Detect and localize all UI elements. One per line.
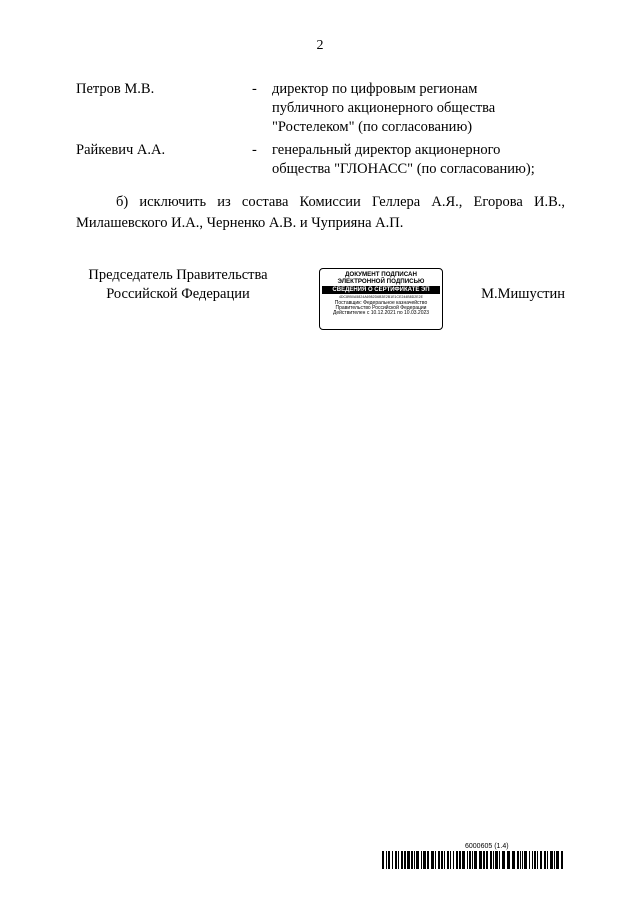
barcode-bar [522,851,523,869]
barcode-bar [495,851,498,869]
barcode-bar [431,851,434,869]
barcode-bar [550,851,553,869]
member-dash: - [252,81,257,97]
barcode-bar [472,851,473,869]
signer-title [68,266,288,304]
barcode-bar [467,851,468,869]
stamp-title-line: ЭЛЕКТРОННОЙ ПОДПИСЬЮ [337,277,425,285]
barcode-bar [441,851,443,869]
e-signature-stamp [319,268,443,330]
barcode-bar [388,851,390,869]
barcode [382,851,566,869]
barcode-bar [453,851,454,869]
member-role-line: директор по цифровым регионам [272,81,478,97]
stamp-title [320,272,442,285]
member-role-line: "Ростелеком" (по согласованию) [272,119,473,135]
barcode-bar [414,851,415,869]
member-role-line: общества "ГЛОНАСС" (по согласованию); [272,161,535,177]
member-role [272,80,572,137]
barcode-bar [382,851,384,869]
stamp-owner: Правительство Российской Федерации [335,305,427,312]
barcode-bar [404,851,406,869]
barcode-bar [395,851,397,869]
barcode-bar [517,851,519,869]
barcode-bar [450,851,451,869]
barcode-bar [483,851,485,869]
barcode-bar [411,851,413,869]
barcode-bar [537,851,538,869]
signer-name: М.Мишустин [481,286,565,302]
signer-title-line: Председатель Правительства [88,267,268,283]
stamp-certificate-band: СВЕДЕНИЯ О СЕРТИФИКАТЕ ЭП [322,286,440,294]
barcode-bar [524,851,527,869]
barcode-bar [479,851,482,869]
barcode-bar [493,851,494,869]
barcode-bar [456,851,458,869]
paragraph-line: Милашевского И.А., Черненко А.В. и Чуприяна А.П. [76,215,404,231]
barcode-bar [459,851,461,869]
stamp-supplier: Поставщик: Федеральное казначейство [334,299,428,306]
member-role [272,141,572,179]
signer-title-line: Российской Федерации [106,286,250,302]
member-name: Райкевич А.А. [76,142,166,158]
barcode-bar [499,851,500,869]
barcode-bar [512,851,515,869]
barcode-bar [401,851,403,869]
member-role-line: генеральный директор акционерного [272,142,501,158]
paragraph-exclusion [76,192,565,234]
barcode-bar [529,851,530,869]
barcode-bar [407,851,410,869]
barcode-bar [438,851,440,869]
barcode-bar [507,851,510,869]
stamp-title-line: ДОКУМЕНТ ПОДПИСАН [345,271,417,278]
barcode-bar [520,851,521,869]
stamp-serial: 4DC8950A5824A6982D6B3E2B1E1CE244B8D2E2E [338,295,423,300]
barcode-bar [462,851,465,869]
barcode-bar [544,851,546,869]
barcode-bar [547,851,548,869]
page-number: 2 [316,38,324,53]
barcode-bar [534,851,536,869]
barcode-bar [556,851,559,869]
barcode-bar [486,851,488,869]
barcode-bar [421,851,422,869]
barcode-bar [386,851,387,869]
barcode-bar [444,851,445,869]
barcode-bar [427,851,429,869]
member-dash: - [252,142,257,158]
stamp-validity: Действителен с 10.12.2021 по 10.03.2023 [332,310,430,317]
barcode-bar [490,851,492,869]
barcode-bar [392,851,393,869]
member-role-line: публичного акционерного общества [272,100,496,116]
barcode-bar [398,851,399,869]
barcode-bar [423,851,426,869]
paragraph-line: б) исключить из состава Комиссии Геллера А.Я., Егорова И.В., [116,194,565,210]
barcode-bar [416,851,419,869]
barcode-bar [502,851,505,869]
barcode-bar [435,851,436,869]
barcode-bar [561,851,563,869]
barcode-bar [554,851,555,869]
barcode-bar [474,851,477,869]
member-name: Петров М.В. [76,81,155,97]
barcode-bar [447,851,449,869]
barcode-bar [532,851,533,869]
barcode-label: 6000605 (1.4) [465,843,509,850]
barcode-bar [469,851,471,869]
stamp-details [320,301,442,317]
barcode-bar [540,851,542,869]
